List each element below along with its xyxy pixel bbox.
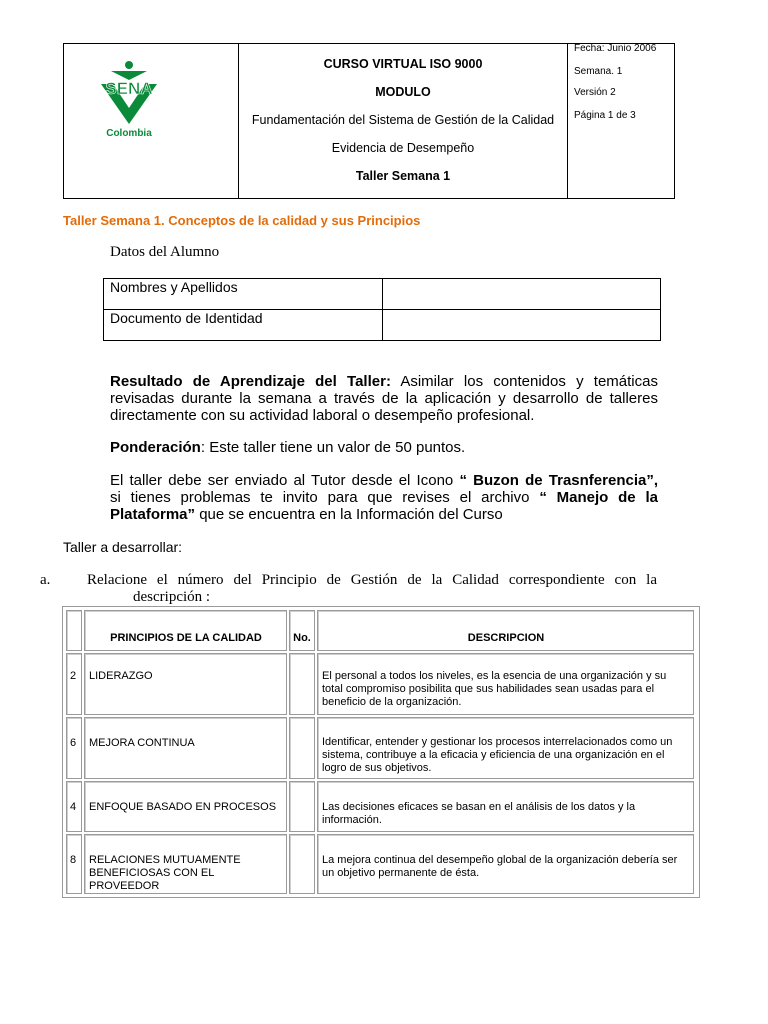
student-data-table	[103, 278, 661, 341]
submission-line1: El taller debe ser enviado al Tutor desde el Icono	[110, 472, 460, 489]
workshop-label: Taller Semana 1	[355, 169, 451, 183]
header-principles: PRINCIPIOS DE LA CALIDAD	[84, 610, 287, 651]
row-description: El personal a todos los niveles, es la esencia de una organización y su total compromiso posibilita que sus habilidades sean usadas para el beneficio de la organización.	[317, 653, 694, 715]
week-field: Semana. 1	[574, 66, 623, 77]
evidence-label: Evidencia de Desempeño	[331, 141, 475, 155]
svg-text:SENA: SENA	[105, 79, 153, 98]
row-description: Identificar, entender y gestionar los procesos interrelacionados como un sistema, contribuye a la eficacia y eficiencia de una organización en el logro de sus objetivos.	[317, 717, 694, 779]
learning-result-line2: revisadas durante la semana a través de la aplicación y desarrollo de talleres	[110, 390, 658, 407]
row-principle: ENFOQUE BASADO EN PROCESOS	[84, 781, 287, 832]
submission-instructions	[110, 472, 658, 523]
row-description: La mejora continua del desempeño global de la organización debería ser un objetivo permanente de ésta.	[317, 834, 694, 894]
learning-result-line3: directamente con su actividad laboral o desempeño profesional.	[110, 407, 535, 424]
student-data-title: Datos del Alumno	[110, 244, 220, 260]
sena-logo	[91, 60, 167, 139]
learning-result	[110, 373, 658, 424]
module-label: MODULO	[375, 85, 431, 99]
sena-logo-icon	[91, 60, 167, 130]
manual-file-text: “ Manejo de la	[539, 489, 658, 506]
row-number: 4	[66, 781, 82, 832]
header-description: DESCRIPCION	[317, 610, 694, 651]
row-no-input[interactable]	[289, 834, 315, 894]
submission-line3: que se encuentra en la Información del Curso	[195, 506, 503, 523]
ponderacion	[110, 439, 658, 456]
logo-country: Colombia	[106, 128, 152, 139]
row-no-input[interactable]	[289, 781, 315, 832]
row-principle: RELACIONES MUTUAMENTE BENEFICIOSAS CON EL PROVEEDOR	[84, 834, 287, 894]
buzon-link-text: “ Buzon de Trasnferencia”,	[459, 472, 659, 489]
item-a-instruction-2: descripción :	[133, 589, 211, 605]
student-id-label: Documento de Identidad	[110, 310, 263, 326]
ponderacion-label: Ponderación	[110, 439, 201, 456]
date-field: Fecha: Junio 2006	[574, 43, 657, 54]
learning-result-label: Resultado de Aprendizaje del Taller:	[110, 373, 391, 390]
section-title: Taller Semana 1. Conceptos de la calidad y sus Principios	[63, 213, 421, 228]
ponderacion-text: : Este taller tiene un valor de 50 puntos.	[200, 439, 466, 456]
manual-file-text-2: Plataforma”	[110, 506, 196, 523]
row-principle: MEJORA CONTINUA	[84, 717, 287, 779]
submission-line2: si tienes problemas te invito para que revises el archivo	[110, 489, 540, 506]
page-field: Página 1 de 3	[574, 110, 636, 121]
header-no: No.	[289, 610, 315, 651]
row-principle: LIDERAZGO	[84, 653, 287, 715]
student-name-label: Nombres y Apellidos	[110, 279, 238, 295]
learning-result-line1: Asimilar los contenidos y temáticas	[400, 373, 658, 390]
workshop-heading: Taller a desarrollar:	[63, 539, 183, 555]
principles-table	[62, 606, 700, 898]
row-number: 2	[66, 653, 82, 715]
version-field: Versión 2	[574, 87, 616, 98]
item-a-instruction: Relacione el número del Principio de Gestión de la Calidad correspondiente con la	[87, 572, 657, 588]
row-description: Las decisiones eficaces se basan en el análisis de los datos y la información.	[317, 781, 694, 832]
row-number: 6	[66, 717, 82, 779]
item-a-marker: a.	[40, 572, 51, 588]
header-index	[66, 610, 82, 651]
row-number: 8	[66, 834, 82, 894]
document-header	[63, 43, 675, 199]
module-name: Fundamentación del Sistema de Gestión de la Calidad	[251, 113, 555, 127]
row-no-input[interactable]	[289, 717, 315, 779]
course-title: CURSO VIRTUAL ISO 9000	[323, 57, 483, 71]
row-no-input[interactable]	[289, 653, 315, 715]
